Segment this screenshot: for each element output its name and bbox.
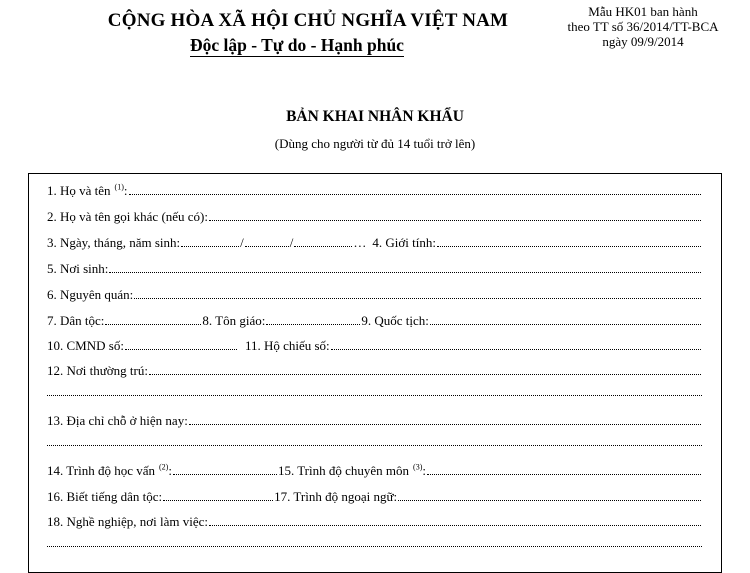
field-colon: : — [123, 183, 128, 198]
field-ethnicity-religion-nationality — [47, 311, 702, 329]
field-label: 1. Họ và tên — [47, 183, 111, 198]
field-label-qualification: 15. Trình độ chuyên môn — [277, 463, 410, 478]
field-label: 12. Nơi thường trú: — [47, 363, 148, 378]
field-label: 13. Địa chỉ chỗ ở hiện nay: — [47, 413, 188, 428]
field-label-nationality: 9. Quốc tịch: — [361, 313, 429, 328]
national-title: CỘNG HÒA XÃ HỘI CHỦ NGHĨA VIỆT NAM — [107, 10, 509, 31]
gender-input-line[interactable] — [437, 246, 701, 247]
field-label: 18. Nghề nghiệp, nơi làm việc: — [47, 514, 209, 529]
field-current-address — [47, 411, 702, 429]
field-permanent-residence — [47, 361, 702, 379]
form-code-line: Mẫu HK01 ban hành — [588, 4, 698, 19]
occupation-continuation-line[interactable] — [47, 546, 702, 547]
field-education-qualification — [47, 461, 702, 479]
date-separator: / — [240, 235, 244, 250]
current-address-input-line[interactable] — [189, 424, 701, 425]
field-other-name — [47, 207, 702, 225]
motto-text: Độc lập - Tự do - Hạnh phúc — [190, 35, 404, 55]
field-full-name — [47, 181, 702, 199]
passport-input-line[interactable] — [331, 349, 701, 350]
field-label: 16. Biết tiếng dân tộc: — [47, 489, 163, 504]
field-hometown — [47, 285, 702, 303]
id-card-input-line[interactable] — [125, 349, 237, 350]
nationality-input-line[interactable] — [430, 324, 701, 325]
field-place-of-birth — [47, 259, 702, 277]
ethnicity-input-line[interactable] — [105, 324, 201, 325]
form-code-line: ngày 09/9/2014 — [602, 34, 684, 49]
field-date-of-birth — [47, 233, 702, 251]
field-label: 7. Dân tộc: — [47, 313, 105, 328]
field-label-religion: 8. Tôn giáo: — [202, 313, 266, 328]
form-code-block — [558, 4, 728, 49]
current-address-continuation-line[interactable] — [47, 445, 702, 446]
date-ellipsis: … — [353, 235, 367, 250]
footnote-marker: (3) — [413, 462, 423, 472]
document-subtitle: (Dùng cho người từ đủ 14 tuổi trở lên) — [274, 136, 476, 151]
field-label: 5. Nơi sinh: — [47, 261, 109, 276]
field-label-passport: 11. Hộ chiếu số: — [244, 338, 330, 353]
footnote-marker: (1) — [114, 182, 124, 192]
birth-day-input-line[interactable] — [181, 246, 239, 247]
document-title: BẢN KHAI NHÂN KHẨU — [286, 108, 464, 125]
field-label-foreign-language: 17. Trình độ ngoại ngữ: — [274, 489, 398, 504]
field-label: 10. CMND số: — [47, 338, 124, 353]
hometown-input-line[interactable] — [134, 298, 701, 299]
permanent-residence-input-line[interactable] — [149, 374, 701, 375]
field-label: 2. Họ và tên gọi khác (nếu có): — [47, 209, 209, 224]
field-colon: : — [168, 463, 172, 478]
field-label-gender: 4. Giới tính: — [372, 235, 436, 250]
field-label: 14. Trình độ học vấn — [47, 463, 155, 478]
field-label: 6. Nguyên quán: — [47, 287, 134, 302]
field-occupation — [47, 512, 702, 530]
national-motto — [0, 35, 594, 56]
birth-month-input-line[interactable] — [245, 246, 289, 247]
field-colon: : — [422, 463, 426, 478]
footnote-marker: (2) — [158, 462, 169, 472]
permanent-residence-continuation-line[interactable] — [47, 395, 702, 396]
place-of-birth-input-line[interactable] — [109, 272, 701, 273]
full-name-input-line[interactable] — [129, 194, 702, 195]
date-separator: / — [289, 235, 294, 250]
ethnic-language-input-line[interactable] — [163, 500, 273, 501]
field-languages — [47, 487, 702, 505]
religion-input-line[interactable] — [266, 324, 360, 325]
education-input-line[interactable] — [173, 474, 277, 475]
qualification-input-line[interactable] — [427, 474, 701, 475]
birth-year-input-line[interactable] — [294, 246, 352, 247]
other-name-input-line[interactable] — [209, 220, 701, 221]
field-id-passport — [47, 336, 702, 354]
form-code-line: theo TT số 36/2014/TT-BCA — [567, 19, 719, 34]
field-label: 3. Ngày, tháng, năm sinh: — [47, 235, 181, 250]
occupation-input-line[interactable] — [209, 525, 701, 526]
foreign-language-input-line[interactable] — [398, 500, 701, 501]
